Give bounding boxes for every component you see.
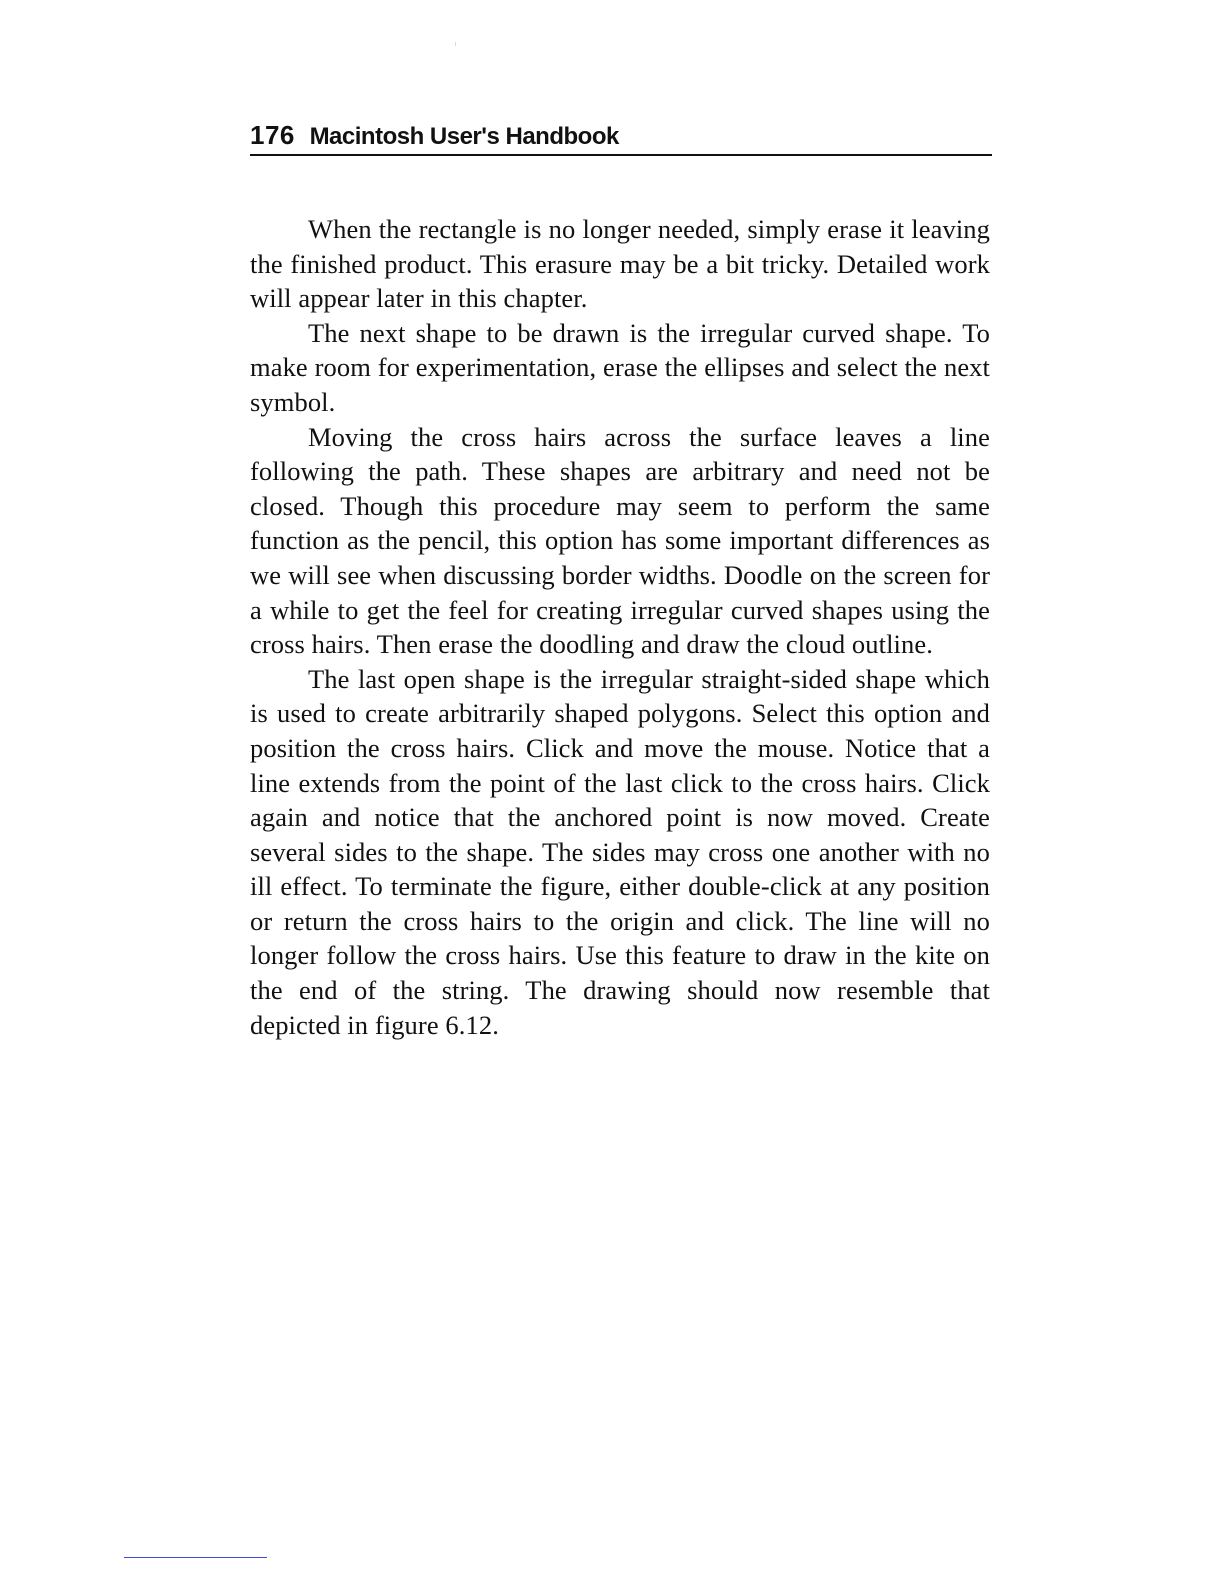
page-number: 176	[250, 120, 295, 150]
paragraph-rectangle-erase: When the rectangle is no longer needed, simply erase it leaving the finished product. This erasure may be a bit tricky. Detailed work will appear later in this chapter.	[250, 214, 990, 314]
paragraph-irregular-curved-shape: The next shape to be drawn is the irregular curved shape. To make room for experimentation, erase the ellipses and select the next symbol.	[250, 317, 990, 417]
paragraph-straight-sided-shape: The last open shape is the irregular straight-sided shape which is used to create arbitrarily shaped polygons. Select this option and position the cross hairs. Click and move the mouse. Notice that a line extends from the point of the last click to the cross hairs. Click again and notice that the anchored point is now moved. Create several sides to the shape. The sides may cross one another with no ill effect. To terminate the figure, either double-click at any position or return the cross hairs to the origin and click. The line will no longer follow the cross hairs. Use this feature to draw in the kite on the end of the string. The drawing should now resemble that depicted in figure 6.12.	[250, 663, 990, 1040]
scan-speck	[455, 42, 456, 46]
paragraph-cross-hairs: Moving the cross hairs across the surface leaves a line following the path. These shapes are arbitrary and need not be closed. Though this procedure may seem to perform the same function as the pencil, this option has some important differences as we will see when discussing border widths. Doodle on the screen for a while to get the feel for creating irregular curved shapes using the cross hairs. Then erase the doodling and draw the cloud outline.	[250, 421, 990, 660]
book-title: Macintosh User's Handbook	[309, 123, 619, 150]
bottom-rule	[124, 1557, 267, 1558]
body-text	[250, 212, 990, 1042]
running-head	[250, 118, 992, 156]
